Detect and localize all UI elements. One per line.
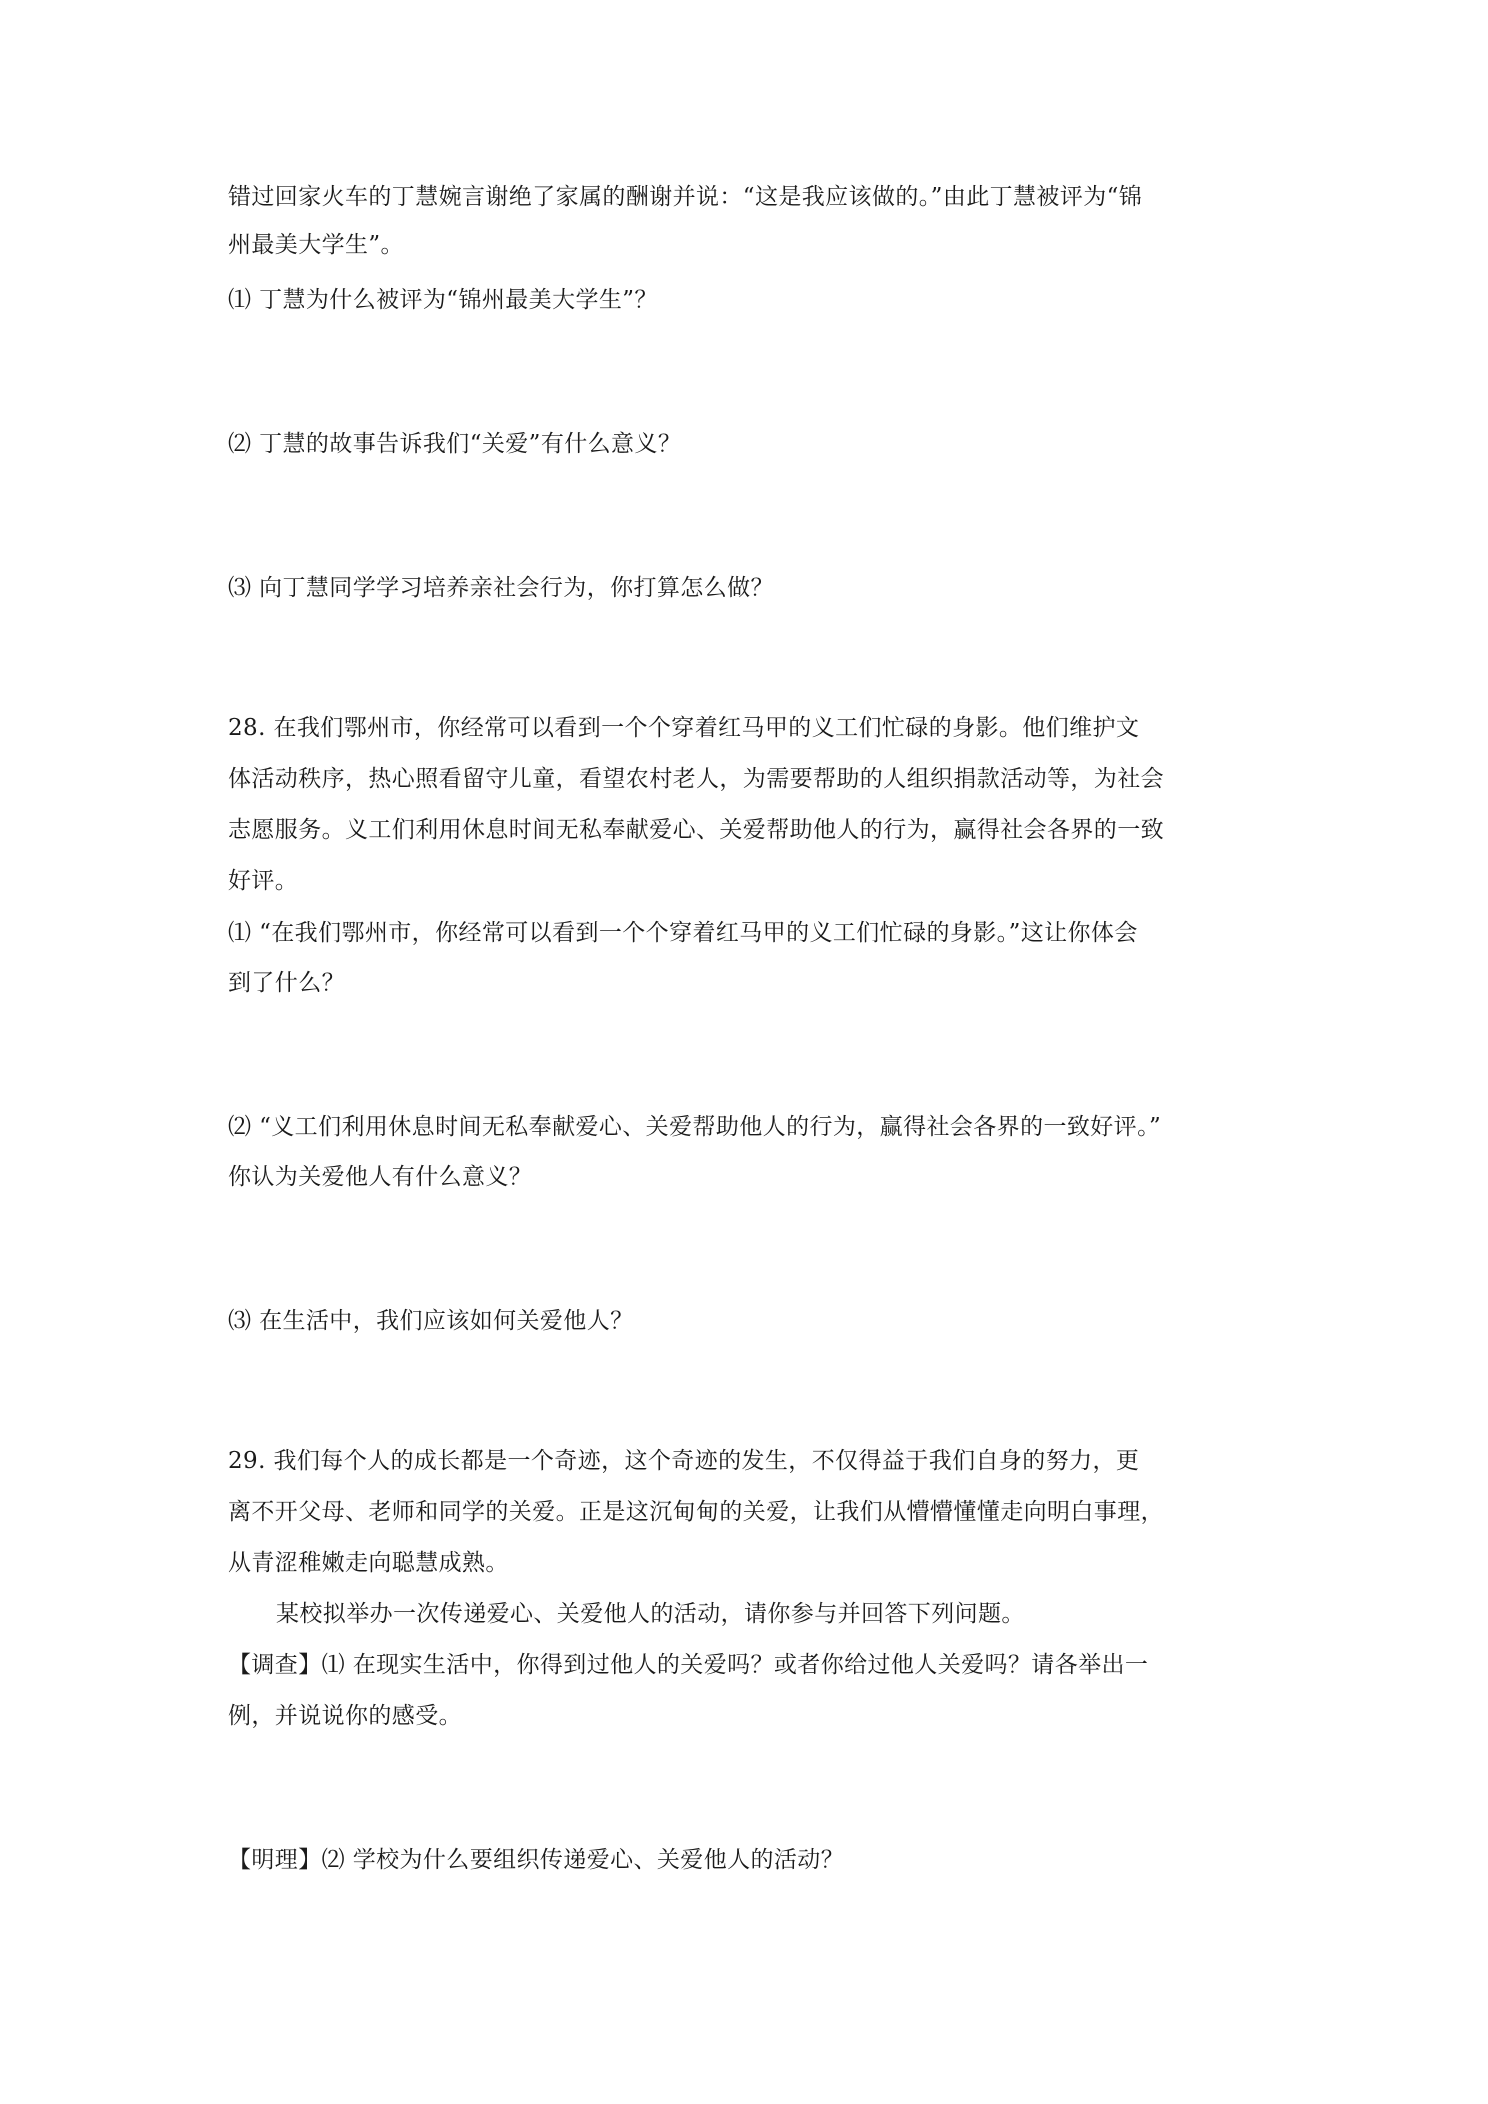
question-27-3: ⑶ 向丁慧同学学习培养亲社会行为，你打算怎么做？ [228, 575, 774, 601]
question-29-line-3: 从青涩稚嫩走向聪慧成熟。 [228, 1550, 509, 1576]
question-29-line-1: 29. 我们每个人的成长都是一个奇迹，这个奇迹的发生，不仅得益于我们自身的努力，更 [228, 1448, 1140, 1474]
question-28-line-2: 体活动秩序，热心照看留守儿童，看望农村老人，为需要帮助的人组织捐款活动等，为社会 [228, 766, 1164, 792]
question-28-2-line-2: 你认为关爱他人有什么意义？ [228, 1164, 533, 1190]
question-28-3: ⑶ 在生活中，我们应该如何关爱他人？ [228, 1308, 634, 1334]
question-29-line-4: 某校拟举办一次传递爱心、关爱他人的活动，请你参与并回答下列问题。 [276, 1601, 1025, 1627]
survey-question-line-2: 例，并说说你的感受。 [228, 1703, 462, 1729]
survey-question-line-1: 【调查】⑴ 在现实生活中，你得到过他人的关爱吗？或者你给过他人关爱吗？请各举出一 [228, 1652, 1149, 1678]
reason-question: 【明理】⑵ 学校为什么要组织传递爱心、关爱他人的活动？ [228, 1847, 845, 1873]
question-28-1-line-1: ⑴ “在我们鄂州市，你经常可以看到一个个穿着红马甲的义工们忙碌的身影。”这让你体会 [228, 920, 1138, 946]
question-28-line-1: 28. 在我们鄂州市，你经常可以看到一个个穿着红马甲的义工们忙碌的身影。他们维护文 [228, 715, 1140, 741]
intro-line-1: 错过回家火车的丁慧婉言谢绝了家属的酬谢并说：“这是我应该做的。”由此丁慧被评为“锦 [228, 184, 1143, 210]
question-28-line-3: 志愿服务。义工们利用休息时间无私奉献爱心、关爱帮助他人的行为，赢得社会各界的一致 [228, 817, 1164, 843]
question-29-line-2: 离不开父母、老师和同学的关爱。正是这沉甸甸的关爱，让我们从懵懵懂懂走向明白事理， [228, 1499, 1164, 1525]
question-28-2-line-1: ⑵ “义工们利用休息时间无私奉献爱心、关爱帮助他人的行为，赢得社会各界的一致好评。” [228, 1114, 1162, 1140]
question-28-line-4: 好评。 [228, 868, 299, 894]
question-27-1: ⑴ 丁慧为什么被评为“锦州最美大学生”？ [228, 287, 658, 313]
question-28-1-line-2: 到了什么？ [228, 970, 345, 996]
intro-line-2: 州最美大学生”。 [228, 232, 404, 258]
question-27-2: ⑵ 丁慧的故事告诉我们“关爱”有什么意义？ [228, 431, 682, 457]
